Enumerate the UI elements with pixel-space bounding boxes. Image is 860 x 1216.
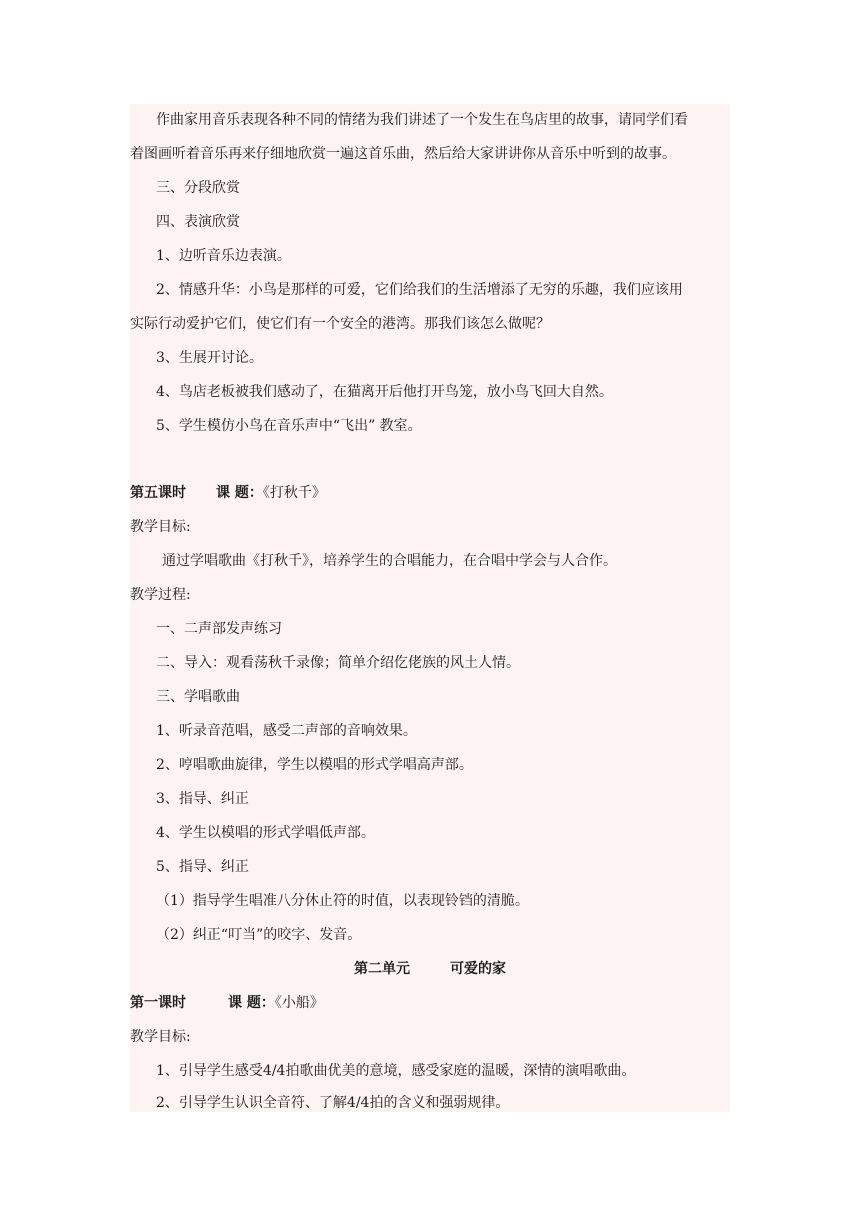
list-item: 4、学生以模唱的形式学唱低声部。 bbox=[130, 816, 730, 850]
paragraph-line: 实际行动爱护它们，使它们有一个安全的港湾。那我们该怎么做呢？ bbox=[130, 307, 730, 341]
section-label: 教学目标: bbox=[130, 510, 730, 544]
list-item: 二、导入：观看荡秋千录像；简单介绍仡佬族的风土人情。 bbox=[130, 646, 730, 680]
list-item: 2、引导学生认识全音符、了解4/4拍的含义和强弱规律。 bbox=[130, 1088, 730, 1112]
topic-label: 课 题： bbox=[228, 995, 275, 1011]
list-item: 一、二声部发声练习 bbox=[130, 612, 730, 646]
list-item: 1、引导学生感受4/4拍歌曲优美的意境，感受家庭的温暖，深情的演唱歌曲。 bbox=[130, 1054, 730, 1088]
lesson-heading bbox=[130, 986, 730, 1020]
list-item: 四、表演欣赏 bbox=[130, 205, 730, 239]
list-item: （2）纠正“叮当”的咬字、发音。 bbox=[130, 918, 730, 952]
section-label: 教学目标: bbox=[130, 1020, 730, 1054]
list-item: 三、分段欣赏 bbox=[130, 171, 730, 205]
paragraph-line: 着图画听着音乐再来仔细地欣赏一遍这首乐曲，然后给大家讲讲你从音乐中听到的故事。 bbox=[130, 137, 730, 171]
topic-label: 课 题： bbox=[216, 485, 263, 501]
list-item: 2、哼唱歌曲旋律，学生以模唱的形式学唱高声部。 bbox=[130, 748, 730, 782]
list-item: 1、边听音乐边表演。 bbox=[130, 239, 730, 273]
list-item: （1）指导学生唱准八分休止符的时值，以表现铃铛的清脆。 bbox=[130, 884, 730, 918]
section-label: 教学过程: bbox=[130, 578, 730, 612]
blank-line bbox=[130, 443, 730, 476]
lesson-period: 第五课时 bbox=[130, 485, 186, 501]
lesson-heading bbox=[130, 476, 730, 510]
list-item: 5、学生模仿小鸟在音乐声中“飞出” 教室。 bbox=[130, 409, 730, 443]
lesson-period: 第一课时 bbox=[130, 995, 186, 1011]
topic-title: 《打秋千》 bbox=[262, 485, 326, 501]
list-item: 2、情感升华：小鸟是那样的可爱，它们给我们的生活增添了无穷的乐趣，我们应该用 bbox=[130, 273, 730, 307]
goal-text: 通过学唱歌曲《打秋千》，培养学生的合唱能力，在合唱中学会与人合作。 bbox=[130, 544, 730, 578]
list-item: 5、指导、纠正 bbox=[130, 850, 730, 884]
unit-title: 可爱的家 bbox=[450, 961, 506, 977]
topic-title: 《小船》 bbox=[274, 995, 324, 1011]
list-item: 1、听录音范唱，感受二声部的音响效果。 bbox=[130, 714, 730, 748]
list-item: 4、鸟店老板被我们感动了，在猫离开后他打开鸟笼，放小鸟飞回大自然。 bbox=[130, 375, 730, 409]
unit-label: 第二单元 bbox=[354, 961, 410, 977]
paragraph-line: 作曲家用音乐表现各种不同的情绪为我们讲述了一个发生在鸟店里的故事，请同学们看 bbox=[130, 104, 730, 137]
list-item: 3、指导、纠正 bbox=[130, 782, 730, 816]
list-item: 三、学唱歌曲 bbox=[130, 680, 730, 714]
list-item: 3、生展开讨论。 bbox=[130, 341, 730, 375]
unit-heading bbox=[130, 952, 730, 986]
